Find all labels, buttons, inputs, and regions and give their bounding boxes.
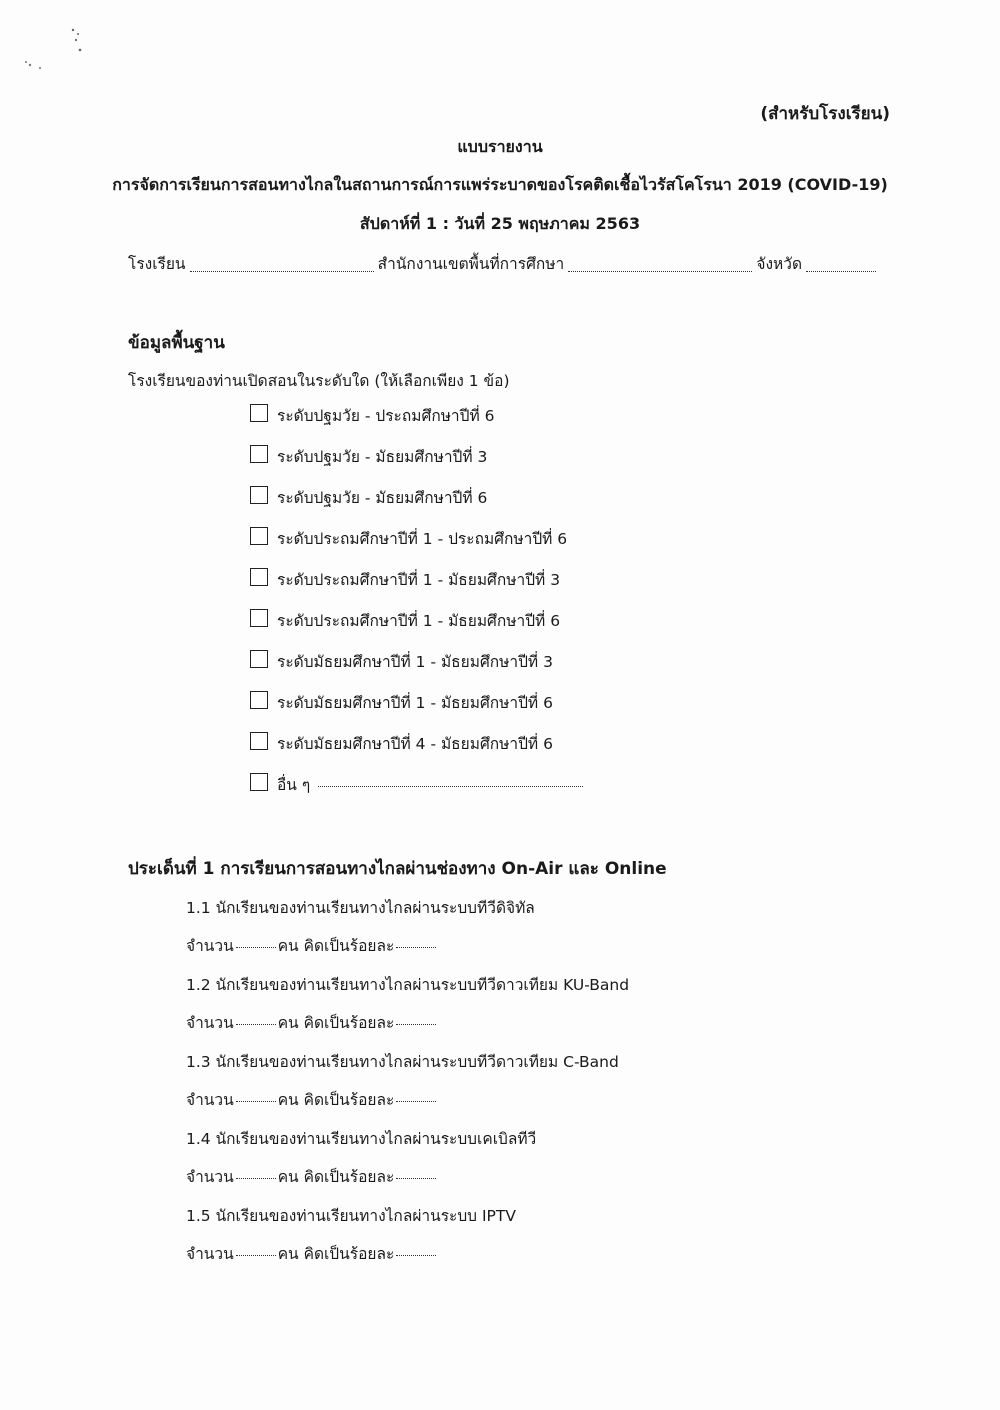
level-option[interactable] [250, 526, 750, 567]
person-percent-label: คน คิดเป็นร้อยละ [277, 1091, 395, 1109]
item-answer-line [186, 933, 786, 972]
level-option-label: ระดับประถมศึกษาปีที่ 1 - มัธยมศึกษาปีที่ 6 [277, 612, 561, 630]
count-blank[interactable] [236, 1087, 276, 1102]
checkbox[interactable] [250, 732, 268, 750]
level-option-label: ระดับปฐมวัย - มัธยมศึกษาปีที่ 3 [277, 448, 488, 466]
level-option-label: ระดับปฐมวัย - มัธยมศึกษาปีที่ 6 [277, 489, 488, 507]
item-question: 1.4 นักเรียนของท่านเรียนทางไกลผ่านระบบเคเบิลทีวี [186, 1130, 537, 1148]
province-blank[interactable] [806, 270, 876, 272]
checkbox[interactable] [250, 691, 268, 709]
issue-1-heading: ประเด็นที่ 1 การเรียนการสอนทางไกลผ่านช่องทาง On-Air และ Online [128, 859, 667, 879]
item-question: 1.5 นักเรียนของท่านเรียนทางไกลผ่านระบบ IPTV [186, 1207, 516, 1225]
level-option-label: ระดับประถมศึกษาปีที่ 1 - ประถมศึกษาปีที่ 6 [277, 530, 568, 548]
count-blank[interactable] [236, 1164, 276, 1179]
area-office-label: สำนักงานเขตพื้นที่การศึกษา [377, 255, 565, 273]
week-date-line: สัปดาห์ที่ 1 : วันที่ 25 พฤษภาคม 2563 [359, 214, 641, 233]
issue-1-items [186, 895, 786, 1280]
level-question: โรงเรียนของท่านเปิดสอนในระดับใด (ให้เลือกเพียง 1 ข้อ) [128, 372, 510, 390]
count-label: จำนวน [186, 1014, 234, 1032]
checkbox[interactable] [250, 609, 268, 627]
scan-speck-marks [18, 20, 98, 80]
count-label: จำนวน [186, 1091, 234, 1109]
school-name-blank[interactable] [190, 270, 374, 272]
level-option-label: อื่น ๆ [277, 776, 311, 794]
count-label: จำนวน [186, 1168, 234, 1186]
checkbox[interactable] [250, 404, 268, 422]
level-option-label: ระดับมัธยมศึกษาปีที่ 4 - มัธยมศึกษาปีที่ 6 [277, 735, 553, 753]
checkbox[interactable] [250, 445, 268, 463]
percent-blank[interactable] [396, 1164, 436, 1179]
percent-blank[interactable] [396, 1241, 436, 1256]
level-option[interactable] [250, 485, 750, 526]
count-blank[interactable] [236, 1241, 276, 1256]
person-percent-label: คน คิดเป็นร้อยละ [277, 1245, 395, 1263]
item-question: 1.2 นักเรียนของท่านเรียนทางไกลผ่านระบบทีวีดาวเทียม KU-Band [186, 976, 630, 994]
for-school-label: (สำหรับโรงเรียน) [760, 104, 890, 124]
item-answer-line [186, 1087, 786, 1126]
count-blank[interactable] [236, 933, 276, 948]
item-answer-line [186, 1164, 786, 1203]
item-question: 1.1 นักเรียนของท่านเรียนทางไกลผ่านระบบทีวีดิจิทัล [186, 899, 535, 917]
person-percent-label: คน คิดเป็นร้อยละ [277, 937, 395, 955]
checkbox[interactable] [250, 650, 268, 668]
level-option-label: ระดับประถมศึกษาปีที่ 1 - มัธยมศึกษาปีที่ 3 [277, 571, 561, 589]
level-option-other[interactable] [250, 772, 750, 813]
basic-info-heading: ข้อมูลพื้นฐาน [128, 333, 225, 353]
level-option-label: ระดับมัธยมศึกษาปีที่ 1 - มัธยมศึกษาปีที่ 6 [277, 694, 553, 712]
person-percent-label: คน คิดเป็นร้อยละ [277, 1014, 395, 1032]
checkbox[interactable] [250, 486, 268, 504]
percent-blank[interactable] [396, 1010, 436, 1025]
document-main-title: การจัดการเรียนการสอนทางไกลในสถานการณ์การแพร่ระบาดของโรคติดเชื้อไวรัสโคโรนา 2019 (COVID-19) [112, 175, 888, 194]
area-office-blank[interactable] [568, 270, 752, 272]
school-label: โรงเรียน [128, 255, 186, 273]
item-answer-line [186, 1241, 786, 1280]
count-blank[interactable] [236, 1010, 276, 1025]
level-options-list [250, 403, 750, 813]
other-specify-blank[interactable] [318, 772, 583, 787]
count-label: จำนวน [186, 1245, 234, 1263]
person-percent-label: คน คิดเป็นร้อยละ [277, 1168, 395, 1186]
level-option[interactable] [250, 567, 750, 608]
checkbox[interactable] [250, 527, 268, 545]
province-label: จังหวัด [756, 255, 803, 273]
percent-blank[interactable] [396, 1087, 436, 1102]
checkbox[interactable] [250, 568, 268, 586]
count-label: จำนวน [186, 937, 234, 955]
school-info-line [128, 251, 880, 276]
level-option[interactable] [250, 444, 750, 485]
checkbox[interactable] [250, 773, 268, 791]
item-answer-line [186, 1010, 786, 1049]
level-option[interactable] [250, 649, 750, 690]
percent-blank[interactable] [396, 933, 436, 948]
level-option[interactable] [250, 690, 750, 731]
level-option-label: ระดับมัธยมศึกษาปีที่ 1 - มัธยมศึกษาปีที่ 3 [277, 653, 553, 671]
level-option-label: ระดับปฐมวัย - ประถมศึกษาปีที่ 6 [277, 407, 495, 425]
level-option[interactable] [250, 731, 750, 772]
item-question: 1.3 นักเรียนของท่านเรียนทางไกลผ่านระบบทีวีดาวเทียม C-Band [186, 1053, 619, 1071]
level-option[interactable] [250, 403, 750, 444]
level-option[interactable] [250, 608, 750, 649]
form-title: แบบรายงาน [457, 137, 543, 156]
